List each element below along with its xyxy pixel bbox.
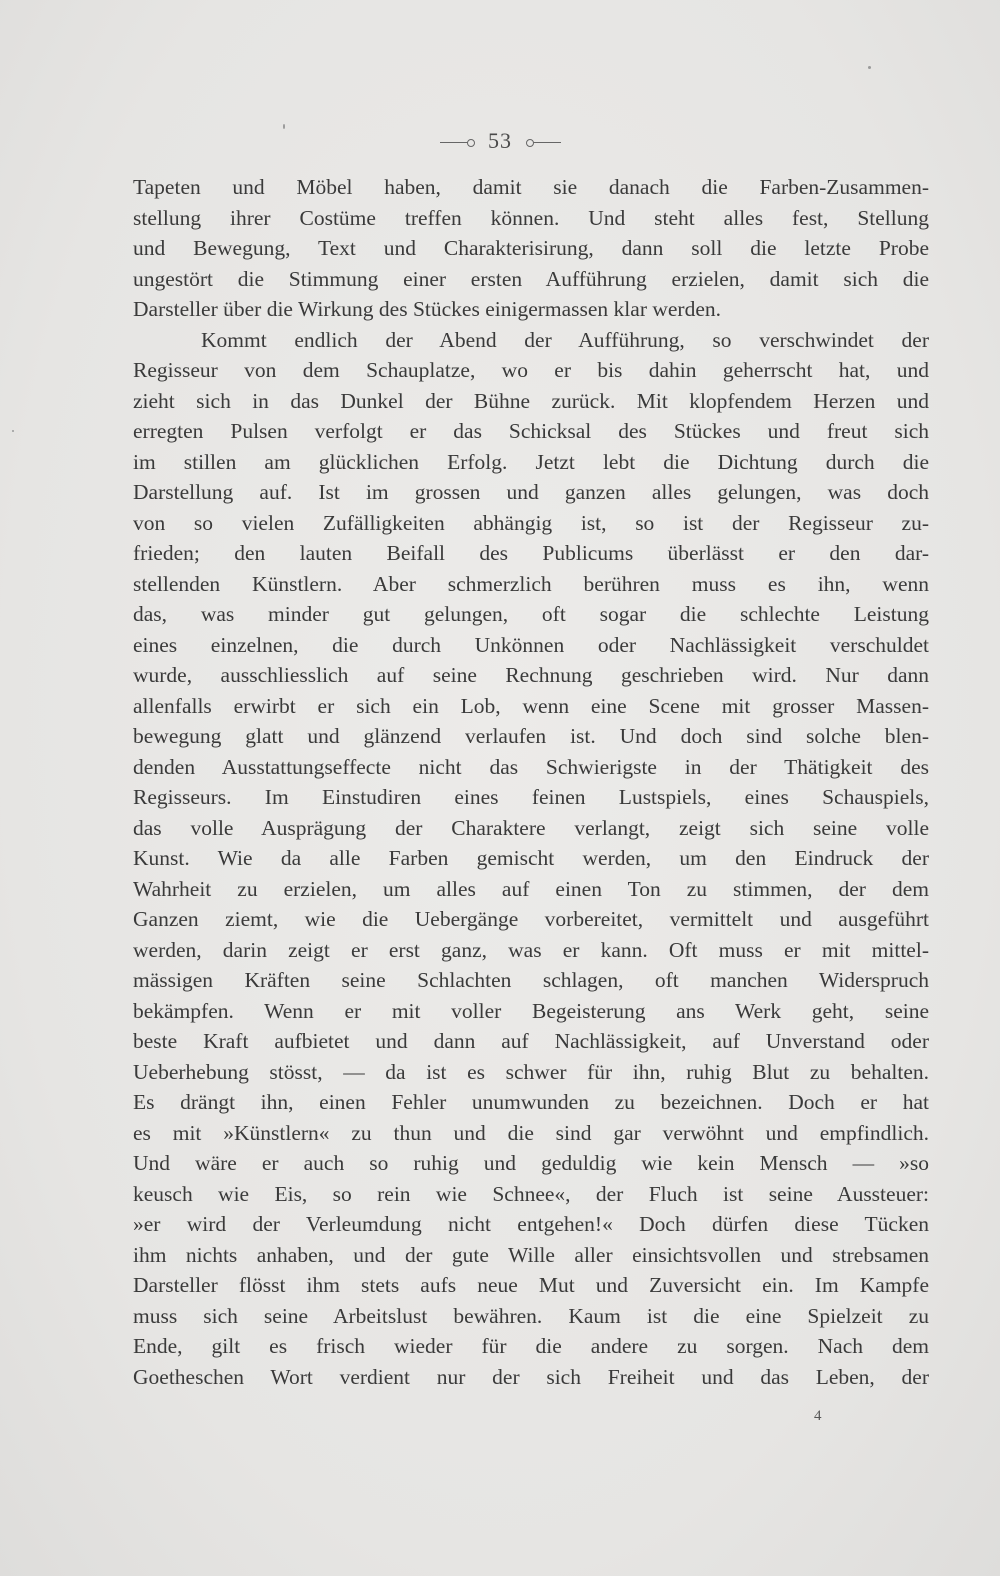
text-line: Regisseurs. Im Einstudiren eines feinen Lustspiels, eines Schauspiels, [133,785,929,809]
text-line: ihm nichts anhaben, und der gute Wille aller einsichtsvollen und strebsamen [133,1242,929,1267]
text-line: Ganzen ziemt, wie die Uebergänge vorbereitet, vermittelt und ausgeführt [133,907,929,931]
text-line: Ende, gilt es frisch wieder für die andere zu sorgen. Nach dem [133,1334,929,1358]
text-line: wurde, ausschliesslich auf seine Rechnung geschrieben wird. Nur dann [133,663,929,687]
text-line: Regisseur von dem Schauplatze, wo er bis dahin geherrscht hat, und [133,358,929,382]
text-line: Goetheschen Wort verdient nur der sich Freiheit und das Leben, der [133,1364,929,1389]
text-line: zieht sich in das Dunkel der Bühne zurück. Mit klopfendem Herzen und [133,388,929,413]
text-line: es mit »Künstlern« zu thun und die sind gar verwöhnt und empfindlich. [133,1120,929,1145]
text-line: Und wäre er auch so ruhig und geduldig wie kein Mensch — »so [133,1151,929,1175]
text-line: Darstellung auf. Ist im grossen und ganzen alles gelungen, was doch [133,480,929,504]
text-line: Kommt endlich der Abend der Aufführung, so verschwindet der [201,327,929,352]
text-line: Kunst. Wie da alle Farben gemischt werden, um den Eindruck der [133,846,929,870]
text-line: allenfalls erwirbt er sich ein Lob, wenn eine Scene mit grosser Massen- [133,693,929,718]
text-line: werden, darin zeigt er erst ganz, was er kann. Oft muss er mit mittel- [133,937,929,962]
text-line: im stillen am glücklichen Erfolg. Jetzt lebt die Dichtung durch die [133,449,929,474]
body-text [133,172,929,1392]
text-line: Tapeten und Möbel haben, damit sie danach die Farben-Zusammen- [133,175,929,199]
text-line: bewegung glatt und glänzend verlaufen ist. Und doch sind solche blen- [133,724,929,748]
text-line: keusch wie Eis, so rein wie Schnee«, der Fluch ist seine Aussteuer: [133,1181,929,1206]
text-line: ungestört die Stimmung einer ersten Aufführung erzielen, damit sich die [133,266,929,291]
text-line: von so vielen Zufälligkeiten abhängig ist, so ist der Regisseur zu- [133,510,929,535]
signature-mark: 4 [814,1408,822,1424]
text-line: Es drängt ihn, einen Fehler unumwunden zu bezeichnen. Doch er hat [133,1090,929,1114]
text-line: »er wird der Verleumdung nicht entgehen!« Doch dürfen diese Tücken [133,1212,929,1236]
paper-speck [868,66,871,69]
text-line: und Bewegung, Text und Charakterisirung, dann soll die letzte Probe [133,236,929,260]
header-ornament-right [533,142,561,143]
text-line: mässigen Kräften seine Schlachten schlagen, oft manchen Widerspruch [133,968,929,992]
text-line: stellung ihrer Costüme treffen können. Und steht alles fest, Stellung [133,205,929,230]
text-line: frieden; den lauten Beifall des Publicums überlässt er den dar- [133,541,929,565]
text-line: bekämpfen. Wenn er mit voller Begeisterung ans Werk geht, seine [133,998,929,1023]
text-line: Darsteller über die Wirkung des Stückes einigermassen klar werden. [133,297,722,321]
text-line: das volle Ausprägung der Charaktere verlangt, zeigt sich seine volle [133,815,929,840]
text-line: erregten Pulsen verfolgt er das Schicksal des Stückes und freut sich [133,419,929,443]
paper-speck [283,124,285,129]
text-line: Ueberhebung stösst, — da ist es schwer für ihn, ruhig Blut zu behalten. [133,1059,929,1084]
text-line: Wahrheit zu erzielen, um alles auf einen Ton zu stimmen, der dem [133,876,929,901]
text-line: das, was minder gut gelungen, oft sogar die schlechte Leistung [133,602,929,626]
text-line: muss sich seine Arbeitslust bewähren. Kaum ist die eine Spielzeit zu [133,1303,929,1328]
text-line: stellenden Künstlern. Aber schmerzlich berühren muss es ihn, wenn [133,571,929,596]
text-line: denden Ausstattungseffecte nicht das Schwierigste in der Thätigkeit des [133,754,929,779]
text-line: eines einzelnen, die durch Unkönnen oder Nachlässigkeit verschuldet [133,632,929,657]
page-header [0,128,1000,154]
page-number: 53 [488,128,512,153]
text-line: Darsteller flösst ihm stets aufs neue Mut und Zuversicht ein. Im Kampfe [133,1273,929,1297]
text-line: beste Kraft aufbietet und dann auf Nachlässigkeit, auf Unverstand oder [133,1029,929,1053]
paper-speck [12,430,14,432]
header-ornament-left [440,142,468,143]
